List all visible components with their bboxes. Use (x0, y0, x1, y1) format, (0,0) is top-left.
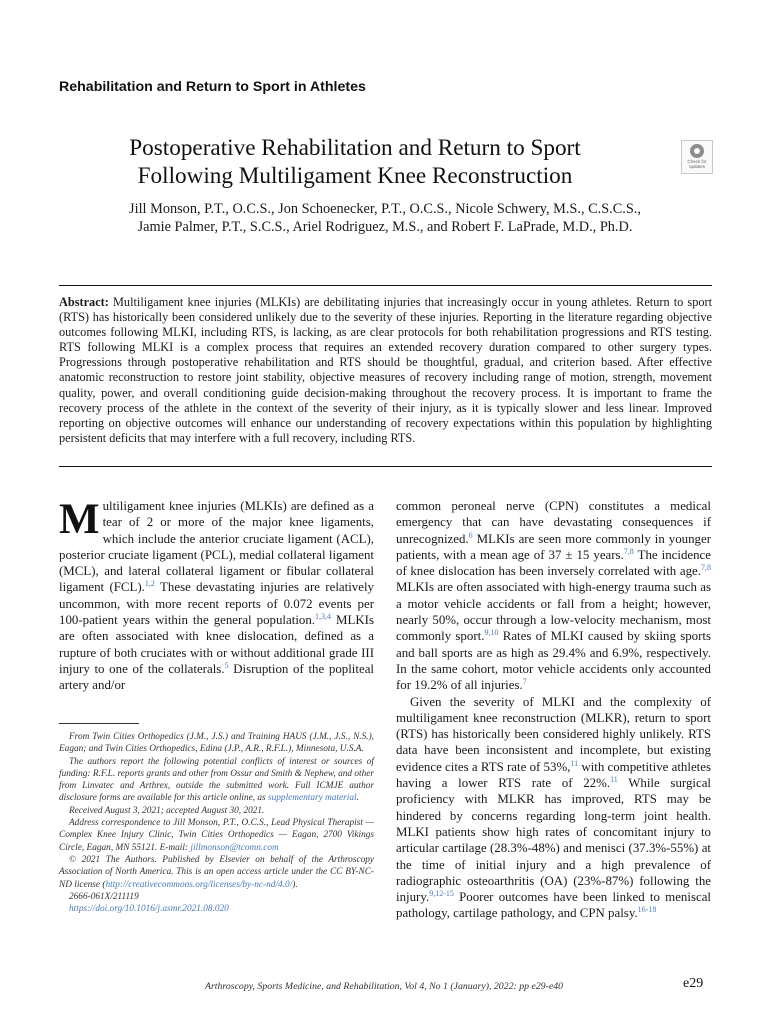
body-text: Given the severity of MLKI and the complexity of multiligament knee reconstruction (MLKR), return to sport (RTS) has historically been considered highly unlikely. RTS data have been inconsistent and incomplete, but existing evidence cites a RTS rate of 53%, (396, 694, 711, 774)
citation-link[interactable]: 6 (468, 530, 473, 540)
body-text: MLKIs are often associated with knee dislocation, defined as a rupture of both cruciates with or without additional grade III injury to one of the collaterals. (59, 613, 374, 676)
paragraph-rts (396, 694, 711, 922)
paragraph-continued (396, 498, 711, 694)
footnote-conflicts (59, 756, 374, 805)
footnote-affiliation: From Twin Cities Orthopedics (J.M., J.S.) and Training HAUS (J.M., J.S., N.S.), Eagan; and Twin Cities Orthopedics, Edina (J.P., A.R., R.F.L.), Minnesota, U.S.A. (59, 732, 374, 755)
citation-link[interactable]: 16-18 (637, 905, 657, 915)
footnote-text: The authors report the following potential conflicts of interest or sources of funding: R.F.L. reports grants and other from Ossur and Smith & Nephew, and other from Linvatec and Arthrex, outside the submitted work. Full ICMJE author disclosure forms are available for this article online, as (59, 756, 374, 804)
author-list (60, 200, 710, 236)
journal-footer: Arthroscopy, Sports Medicine, and Rehabilitation, Vol 4, No 1 (January), 2022: pp e29-e40 (205, 981, 563, 992)
title-line-2: Following Multiligament Knee Reconstruction (137, 163, 573, 189)
body-text: MLKIs are often associated with high-energy trauma such as a motor vehicle accidents or fall from a height; however, nearly 50%, occur through a low-velocity mechanism, most commonly sport. (396, 580, 711, 644)
drop-cap: M (59, 496, 100, 543)
article-title (60, 134, 650, 190)
footnote-text: Address correspondence to Jill Monson, P.T., O.C.S., Lead Physical Therapist — Complex Knee Injury Clinic, Twin Cities Orthopedics — Eagan, 2700 Vikings Circle, Eagan, MN 55121. E-mail: (59, 818, 374, 853)
footnote-address (59, 817, 374, 854)
body-text: Disruption of the popliteal artery and/or (59, 661, 374, 693)
citation-link[interactable]: 7,8 (623, 546, 634, 556)
badge-text-2: updates (688, 164, 705, 169)
body-text: These devastating injuries are relatively uncommon, with more recent reports of 0.072 events per 100-patient years within the general population. (59, 580, 374, 628)
body-text: The incidence of knee dislocation has been inversely correlated with age. (396, 547, 711, 579)
email-link[interactable]: jillmonson@tcomn.com (190, 842, 279, 853)
citation-link[interactable]: 7 (522, 677, 527, 687)
abstract (59, 295, 712, 446)
intro-paragraph (59, 498, 374, 694)
citation-link[interactable]: 9,12-15 (429, 889, 454, 899)
body-text: common peroneal nerve (CPN) constitutes a medical emergency that can have devastating consequences if unrecognized. (396, 499, 711, 546)
crossmark-icon (690, 144, 704, 158)
badge-text-1: Check for (687, 159, 707, 164)
footnote-license (59, 854, 374, 891)
body-text: MLKIs are seen more commonly in younger patients, with a mean age of 37 ± 15 years. (396, 531, 711, 562)
body-text: with competitive athletes having a lower RTS rate of 22%. (396, 759, 711, 791)
citation-link[interactable]: 1,2 (144, 579, 155, 589)
footnote-text: © 2021 The Authors. Published by Elsevier on behalf of the Arthroscopy Association of North America. This is an open access article under the CC BY-NC-ND license ( (59, 854, 374, 890)
abstract-label: Abstract: (59, 295, 109, 309)
authors-line-2: Jamie Palmer, P.T., S.C.S., Ariel Rodriguez, M.S., and Robert F. LaPrade, M.D., Ph.D. (137, 219, 633, 235)
footnote-text: . (356, 793, 359, 804)
citation-link[interactable]: 9,10 (484, 628, 499, 638)
citation-link[interactable]: 11 (610, 775, 618, 785)
title-line-1: Postoperative Rehabilitation and Return to Sport (129, 135, 581, 161)
page-number: e29 (683, 976, 704, 991)
body-column-left (59, 498, 374, 694)
authors-line-1: Jill Monson, P.T., O.C.S., Jon Schoenecker, P.T., O.C.S., Nicole Schwery, M.S., C.S.C.S., (129, 201, 641, 217)
citation-link[interactable]: 1,3,4 (315, 612, 332, 622)
supplementary-material-link[interactable]: supplementary material (268, 793, 357, 804)
citation-link[interactable]: 7,8 (701, 563, 711, 573)
body-column-right (396, 498, 711, 922)
body-text: Poorer outcomes have been linked to meniscal pathology, cartilage pathology, and CPN palsy. (396, 890, 711, 921)
footnotes (59, 731, 374, 915)
body-text: ultiligament knee injuries (MLKIs) are defined as a tear of 2 or more of the major knee ligaments, which include the anterior cruciate ligament (ACL), posterior cruciate ligament (PCL), medial collateral ligament (MCL), and lateral collateral ligament or fibular collateral ligament (FCL). (59, 499, 374, 595)
abstract-bottom-rule (59, 466, 712, 467)
license-link[interactable]: http://creativecommons.org/licenses/by-nc-nd/4.0/ (105, 879, 293, 890)
section-header: Rehabilitation and Return to Sport in Athletes (59, 79, 366, 95)
citation-link[interactable]: 5 (224, 660, 229, 670)
abstract-text: Multiligament knee injuries (MLKIs) are debilitating injuries that increasingly occur in young athletes. Return to sport (RTS) has historically been considered unlikely due to the severity of these injuries. Reporting in the literature regarding objective outcomes following MLKI, including RTS, is lacking, as are clear protocols for both rehabilitation progressions and RTS testing. RTS following MLKI is a complex process that requires an extended recovery duration compared to other surgery types. Progressions through postoperative rehabilitation and RTS should be thoughtful, gradual, and criterion based. After effective anatomic reconstruction to restore joint stability, objective measures of recovery including range of motion, strength, movement quality, power, and overall conditioning guide decision-making throughout the recovery process. It is important to frame the recovery process of the athlete in the context of the severity of their injury, as it is typically slower and less linear. Improved reporting on objective outcomes will enhance our understanding of recovery expectations within this population by highlighting persistent deficits that may interfere with a full recovery, including RTS. (59, 295, 712, 445)
footnote-received: Received August 3, 2021; accepted August 30, 2021. (69, 805, 265, 816)
citation-link[interactable]: 11 (570, 758, 579, 768)
body-text: While surgical proficiency with MLKR has improved, RTS may be hindered by concerns regarding long-term joint health. MLKI patients show high rates of concomitant injury to articular cartilage (28.3%-48%) and menisci (37.3%-55%) at the time of initial injury and a high prevalence of radiographic osteoarthritis (OA) (23%-87%) following the injury. (396, 776, 711, 905)
abstract-top-rule (59, 285, 712, 286)
doi-link[interactable]: https://doi.org/10.1016/j.asmr.2021.08.020 (69, 904, 229, 915)
footnote-issn: 2666-061X/211119 (69, 891, 139, 902)
body-text: Rates of MLKI caused by skiing sports and ball sports are as high as 29.4% and 6.9%, respectively. In the same cohort, motor vehicle accidents only accounted for 19.2% of all injuries. (396, 629, 711, 693)
check-for-updates-badge[interactable] (681, 140, 713, 174)
footnote-text: ). (292, 879, 298, 890)
footnote-rule (59, 723, 139, 724)
